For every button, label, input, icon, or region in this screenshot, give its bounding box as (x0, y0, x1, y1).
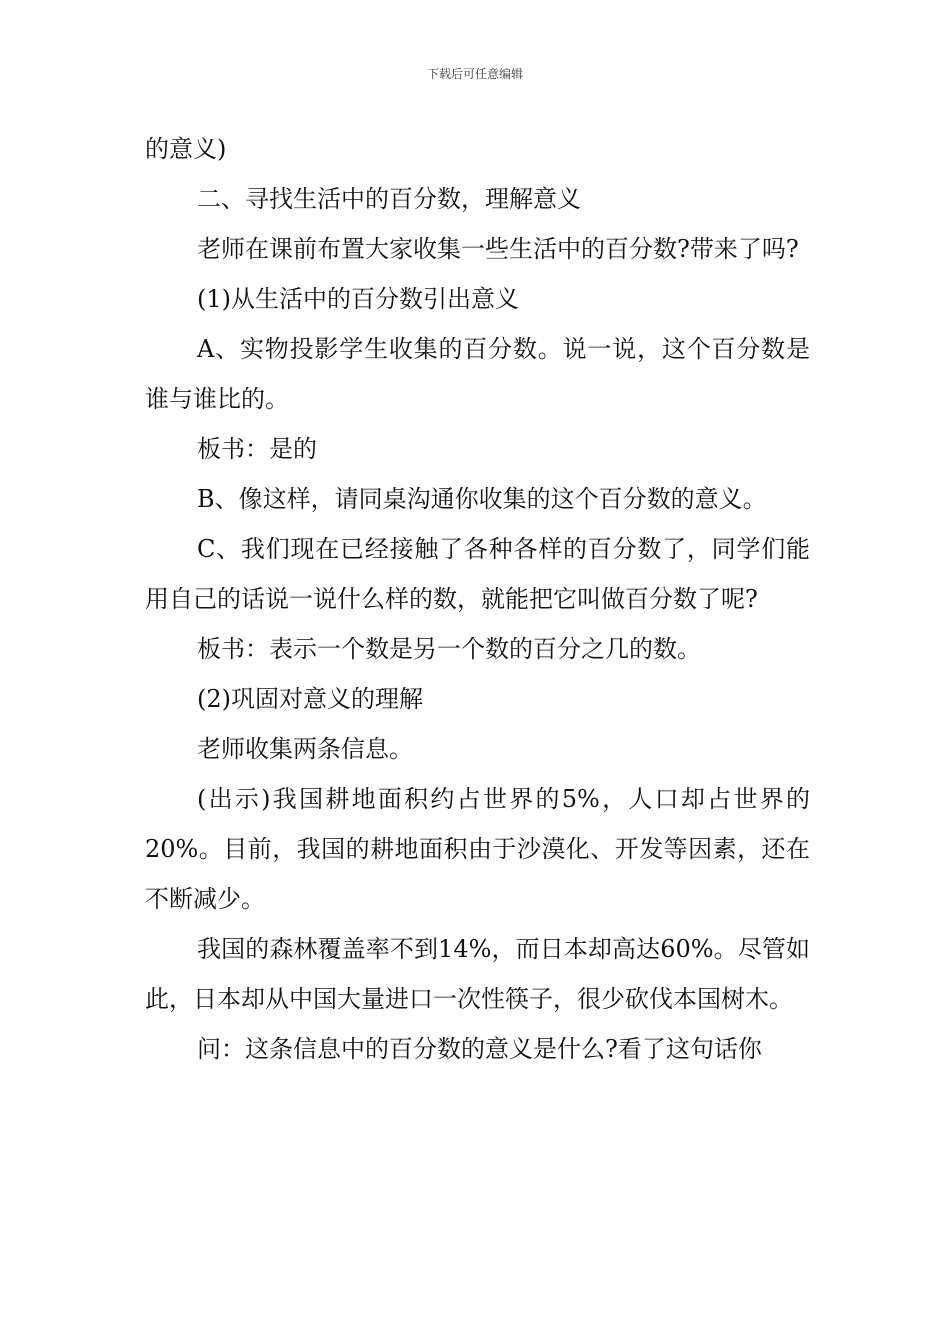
paragraph: 老师在课前布置大家收集一些生活中的百分数?带来了吗? (197, 235, 799, 263)
page-header: 下载后可任意编辑 (426, 67, 523, 81)
paragraph: 二、寻找生活中的百分数，理解意义 (197, 185, 581, 213)
paragraph: 问：这条信息中的百分数的意义是什么?看了这句话你 (197, 1035, 762, 1063)
paragraph: 板书：是的 (197, 435, 317, 463)
document-body (145, 124, 810, 1074)
paragraph: A、实物投影学生收集的百分数。说一说，这个百分数是谁与谁比的。 (145, 335, 810, 413)
paragraph: 我国的森林覆盖率不到14%，而日本却高达60%。尽管如此，日本却从中国大量进口一次性筷子，很少砍伐本国树木。 (145, 935, 810, 1013)
paragraph: 的意义) (145, 135, 227, 163)
paragraph: 老师收集两条信息。 (197, 735, 413, 763)
paragraph: B、像这样，请同桌沟通你收集的这个百分数的意义。 (197, 485, 767, 513)
paragraph: (1)从生活中的百分数引出意义 (197, 285, 519, 313)
paragraph: C、我们现在已经接触了各种各样的百分数了，同学们能用自己的话说一说什么样的数，就能把它叫做百分数了呢? (145, 535, 810, 613)
paragraph: 板书：表示一个数是另一个数的百分之几的数。 (197, 635, 701, 663)
paragraph: (出示)我国耕地面积约占世界的5%，人口却占世界的20%。目前，我国的耕地面积由于沙漠化、开发等因素，还在不断减少。 (145, 785, 810, 913)
paragraph: (2)巩固对意义的理解 (197, 685, 423, 713)
